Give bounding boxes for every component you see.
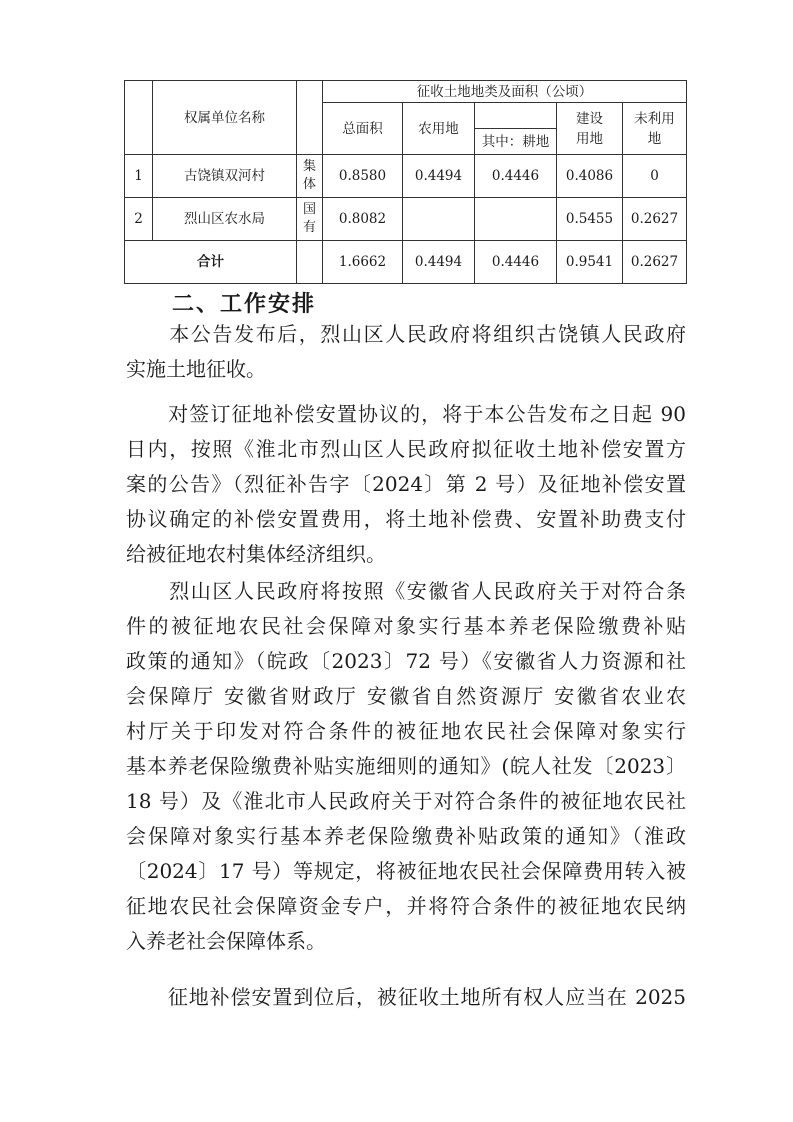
paragraph-3: [126, 574, 686, 959]
row-owner: 烈山区农水局: [153, 198, 297, 241]
section-title: 二、工作安排: [172, 292, 317, 317]
sum-total: 1.6662: [323, 241, 403, 284]
row-arable: 0.4446: [475, 155, 557, 198]
text-line: 日内，按照《淮北市烈山区人民政府拟征收土地补偿安置方: [126, 437, 686, 461]
text-line: 征地农民社会保障资金专户，并将符合条件的被征地农民纳: [126, 894, 686, 918]
text-line: 政策的通知》（皖政〔2023〕72 号）《安徽省人力资源和社: [126, 649, 686, 673]
text-line: 入养老社会保障体系。: [126, 929, 326, 953]
text-line: 给被征地农村集体经济组织。: [126, 542, 386, 566]
header-arable: 其中：耕地: [475, 129, 557, 155]
text-line: 协议确定的补偿安置费用，将土地补偿费、安置补助费支付: [126, 507, 686, 531]
text-line: 烈山区人民政府将按照《安徽省人民政府关于对符合条: [126, 579, 686, 603]
row-agri: [403, 198, 475, 241]
text-line: 〔2024〕17 号）等规定，将被征地农民社会保障费用转入被: [126, 859, 686, 883]
table-sum-row: [125, 241, 687, 284]
text-line: 实施土地征收。: [126, 357, 266, 381]
sum-agri: 0.4494: [403, 241, 475, 284]
row-nature: 国有: [297, 198, 323, 241]
header-unused: 未利用地: [623, 103, 687, 155]
header-total: 总面积: [323, 103, 403, 155]
header-nature: [297, 81, 323, 155]
land-acquisition-table: [124, 80, 687, 284]
row-total: 0.8580: [323, 155, 403, 198]
table-row: [125, 155, 687, 198]
row-total: 0.8082: [323, 198, 403, 241]
paragraph-2: [126, 397, 686, 572]
text-line: 基本养老保险缴费补贴实施细则的通知》(皖人社发〔2023〕: [126, 754, 686, 778]
row-construct: 0.4086: [557, 155, 623, 198]
text-line: 征地补偿安置到位后，被征收土地所有权人应当在 2025: [126, 985, 686, 1009]
text-line: 会保障厅 安徽省财政厅 安徽省自然资源厅 安徽省农业农: [126, 684, 686, 708]
row-arable: [475, 198, 557, 241]
row-no: 2: [125, 198, 153, 241]
header-agri: 农用地: [403, 103, 475, 155]
text-line: 对签订征地补偿安置协议的，将于本公告发布之日起 90: [126, 402, 686, 426]
row-unused: 0.2627: [623, 198, 687, 241]
row-agri: 0.4494: [403, 155, 475, 198]
row-construct: 0.5455: [557, 198, 623, 241]
header-group: 征收土地地类及面积（公顷）: [323, 81, 687, 103]
row-no: 1: [125, 155, 153, 198]
row-nature: 集体: [297, 155, 323, 198]
text-line: 案的公告》（烈征补告字〔2024〕第 2 号）及征地补偿安置: [126, 472, 686, 496]
sum-label: 合计: [125, 241, 297, 284]
row-unused: 0: [623, 155, 687, 198]
text-line: 件的被征地农民社会保障对象实行基本养老保险缴费补贴: [126, 614, 686, 638]
header-construct: 建设用地: [557, 103, 623, 155]
text-line: 18 号）及《淮北市人民政府关于对符合条件的被征地农民社: [126, 789, 686, 813]
sum-construct: 0.9541: [557, 241, 623, 284]
sum-arable: 0.4446: [475, 241, 557, 284]
row-owner: 古饶镇双河村: [153, 155, 297, 198]
table-row: [125, 198, 687, 241]
text-line: 本公告发布后，烈山区人民政府将组织古饶镇人民政府: [126, 322, 686, 346]
corner-cell: [125, 81, 153, 155]
header-owner: 权属单位名称: [153, 81, 297, 155]
header-arable-top: [475, 103, 557, 129]
sum-unused: 0.2627: [623, 241, 687, 284]
paragraph-4: [126, 980, 686, 1015]
text-line: 村厅关于印发对符合条件的被征地农民社会保障对象实行: [126, 719, 686, 743]
text-line: 会保障对象实行基本养老保险缴费补贴政策的通知》（淮政: [126, 824, 686, 848]
sum-nature: [297, 241, 323, 284]
paragraph-1: [126, 317, 686, 387]
